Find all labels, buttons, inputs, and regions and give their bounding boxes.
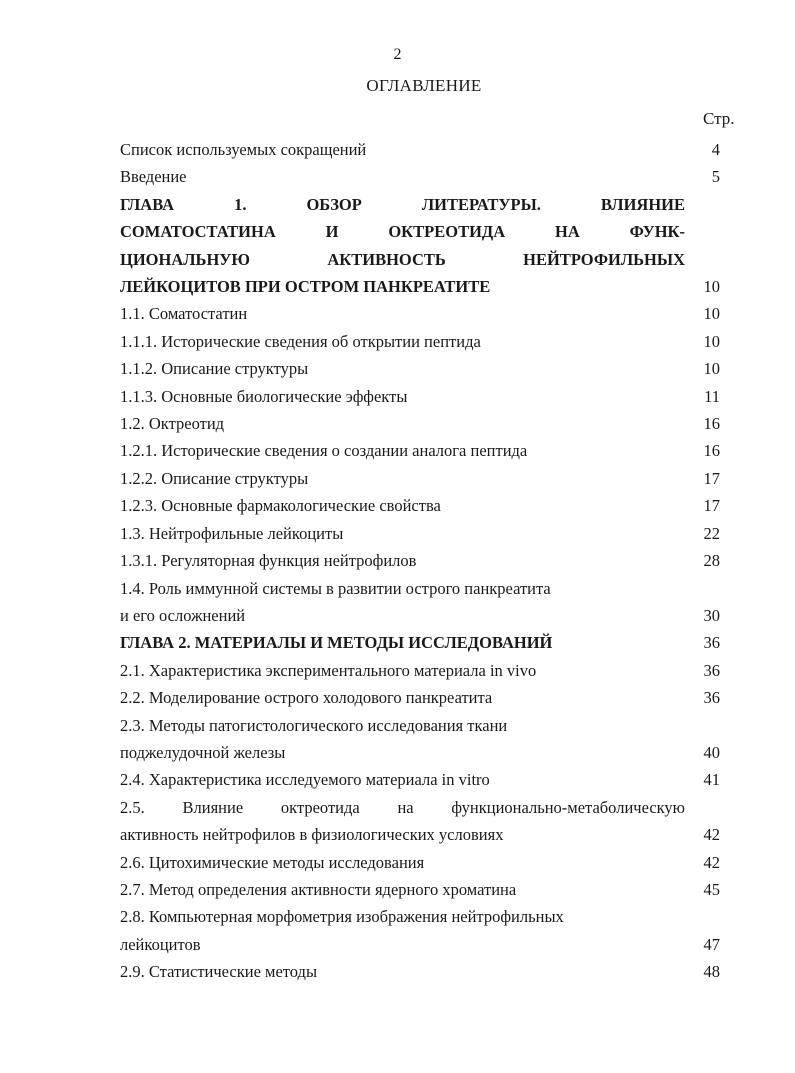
toc-entry-text xyxy=(120,712,685,767)
toc-entry-text xyxy=(120,903,685,958)
toc-entry-page: 10 xyxy=(703,331,720,351)
toc-entry-page: 5 xyxy=(711,167,720,187)
toc-entry-line: СОМАТОСТАТИНА И ОКТРЕОТИДА НА ФУНК- xyxy=(120,222,685,242)
page-number: 2 xyxy=(393,46,402,63)
page-title: ОГЛАВЛЕНИЕ xyxy=(366,76,482,95)
toc-entry-text: 2.6. Цитохимические методы исследования xyxy=(120,852,425,872)
toc-entry-2-4[interactable] xyxy=(120,766,720,793)
toc-entry-line: активность нейтрофилов в физиологических условиях xyxy=(120,825,504,845)
toc-entry-text: 1.3.1. Регуляторная функция нейтрофилов xyxy=(120,551,417,571)
toc-entry-line: ГЛАВА 1. ОБЗОР ЛИТЕРАТУРЫ. ВЛИЯНИЕ xyxy=(120,194,685,214)
toc-entry-page: 45 xyxy=(703,879,720,899)
toc-entry-2-6[interactable] xyxy=(120,849,720,876)
toc-entry-page: 42 xyxy=(703,825,720,845)
toc-entry-page: 16 xyxy=(703,414,720,434)
toc-entry-text: 1.2.2. Описание структуры xyxy=(120,468,309,488)
toc-entry-page: 10 xyxy=(703,277,720,297)
toc-entry-text: 1.2. Октреотид xyxy=(120,414,225,434)
toc-entry-page: 28 xyxy=(703,551,720,571)
toc-entry-text: 2.1. Характеристика экспериментального материала in vivo xyxy=(120,660,537,680)
toc-entry-page: 36 xyxy=(703,633,720,653)
toc-entry-2-7[interactable] xyxy=(120,876,720,903)
toc-entry-chapter-1[interactable] xyxy=(120,191,720,301)
toc-entry-text xyxy=(120,575,685,630)
toc-entry-page: 22 xyxy=(703,523,720,543)
toc-entry-line: 2.5. Влияние октреотида на функционально-метаболическую xyxy=(120,797,685,817)
toc-entry-1-1-2[interactable] xyxy=(120,355,720,382)
toc-entry-page: 11 xyxy=(704,386,720,406)
toc-entry-1-2[interactable] xyxy=(120,410,720,437)
toc-entry-introduction[interactable] xyxy=(120,163,720,190)
toc-entry-text: 2.9. Статистические методы xyxy=(120,962,318,982)
toc-entry-page: 36 xyxy=(703,660,720,680)
toc-entry-2-3[interactable] xyxy=(120,712,720,767)
toc-entry-page: 42 xyxy=(703,852,720,872)
toc-entry-page: 48 xyxy=(703,962,720,982)
toc-entry-line: 2.8. Компьютерная морфометрия изображения нейтрофильных xyxy=(120,907,564,927)
table-of-contents xyxy=(120,136,720,986)
toc-entry-line: ЛЕЙКОЦИТОВ ПРИ ОСТРОМ ПАНКРЕАТИТЕ xyxy=(120,277,491,297)
toc-entry-page: 10 xyxy=(703,304,720,324)
toc-entry-text xyxy=(120,191,685,301)
toc-entry-page: 41 xyxy=(703,770,720,790)
toc-entry-2-5[interactable] xyxy=(120,794,720,849)
toc-entry-text: 1.1.3. Основные биологические эффекты xyxy=(120,386,408,406)
toc-entry-1-1-3[interactable] xyxy=(120,383,720,410)
toc-entry-page: 36 xyxy=(703,688,720,708)
toc-entry-chapter-2[interactable] xyxy=(120,629,720,656)
toc-entry-line: ЦИОНАЛЬНУЮ АКТИВНОСТЬ НЕЙТРОФИЛЬНЫХ xyxy=(120,249,685,269)
toc-entry-1-1[interactable] xyxy=(120,300,720,327)
toc-entry-text: 2.2. Моделирование острого холодового панкреатита xyxy=(120,688,493,708)
toc-entry-text: 2.4. Характеристика исследуемого материала in vitro xyxy=(120,770,490,790)
toc-entry-page: 17 xyxy=(703,496,720,516)
toc-entry-line: поджелудочной железы xyxy=(120,742,286,762)
toc-entry-page: 10 xyxy=(703,359,720,379)
toc-entry-text: 1.1.2. Описание структуры xyxy=(120,359,309,379)
toc-entry-line: 2.3. Методы патогистологического исследования ткани xyxy=(120,715,508,735)
toc-entry-text: 2.7. Метод определения активности ядерного хроматина xyxy=(120,879,517,899)
toc-entry-text: 1.2.3. Основные фармакологические свойства xyxy=(120,496,441,516)
toc-entry-line: лейкоцитов xyxy=(120,934,201,954)
toc-entry-1-2-3[interactable] xyxy=(120,492,720,519)
toc-entry-2-8[interactable] xyxy=(120,903,720,958)
toc-entry-2-1[interactable] xyxy=(120,657,720,684)
toc-entry-1-2-2[interactable] xyxy=(120,465,720,492)
toc-entry-text: 1.3. Нейтрофильные лейкоциты xyxy=(120,523,344,543)
toc-entry-2-2[interactable] xyxy=(120,684,720,711)
toc-entry-text: ГЛАВА 2. МАТЕРИАЛЫ И МЕТОДЫ ИССЛЕДОВАНИЙ xyxy=(120,633,553,653)
toc-entry-1-1-1[interactable] xyxy=(120,328,720,355)
toc-entry-1-3[interactable] xyxy=(120,520,720,547)
page-column-label: Стр. xyxy=(703,109,735,128)
toc-entry-line: и его осложнений xyxy=(120,605,246,625)
toc-entry-2-9[interactable] xyxy=(120,958,720,985)
toc-entry-abbreviations[interactable] xyxy=(120,136,720,163)
toc-entry-1-3-1[interactable] xyxy=(120,547,720,574)
toc-entry-text: 1.1.1. Исторические сведения об открытии пептида xyxy=(120,331,481,351)
toc-entry-text: Введение xyxy=(120,167,187,187)
toc-entry-text: Список используемых сокращений xyxy=(120,140,367,159)
toc-entry-page: 47 xyxy=(703,934,720,954)
toc-entry-1-4[interactable] xyxy=(120,575,720,630)
toc-entry-page: 17 xyxy=(703,468,720,488)
toc-entry-page: 16 xyxy=(703,441,720,461)
toc-entry-line: 1.4. Роль иммунной системы в развитии острого панкреатита xyxy=(120,578,551,598)
toc-entry-page: 40 xyxy=(703,742,720,762)
toc-entry-page: 30 xyxy=(703,605,720,625)
toc-entry-text xyxy=(120,794,685,849)
toc-entry-text: 1.1. Соматостатин xyxy=(120,304,248,324)
toc-entry-page: 4 xyxy=(711,140,720,159)
toc-entry-text: 1.2.1. Исторические сведения о создании аналога пептида xyxy=(120,441,528,461)
toc-entry-1-2-1[interactable] xyxy=(120,437,720,464)
